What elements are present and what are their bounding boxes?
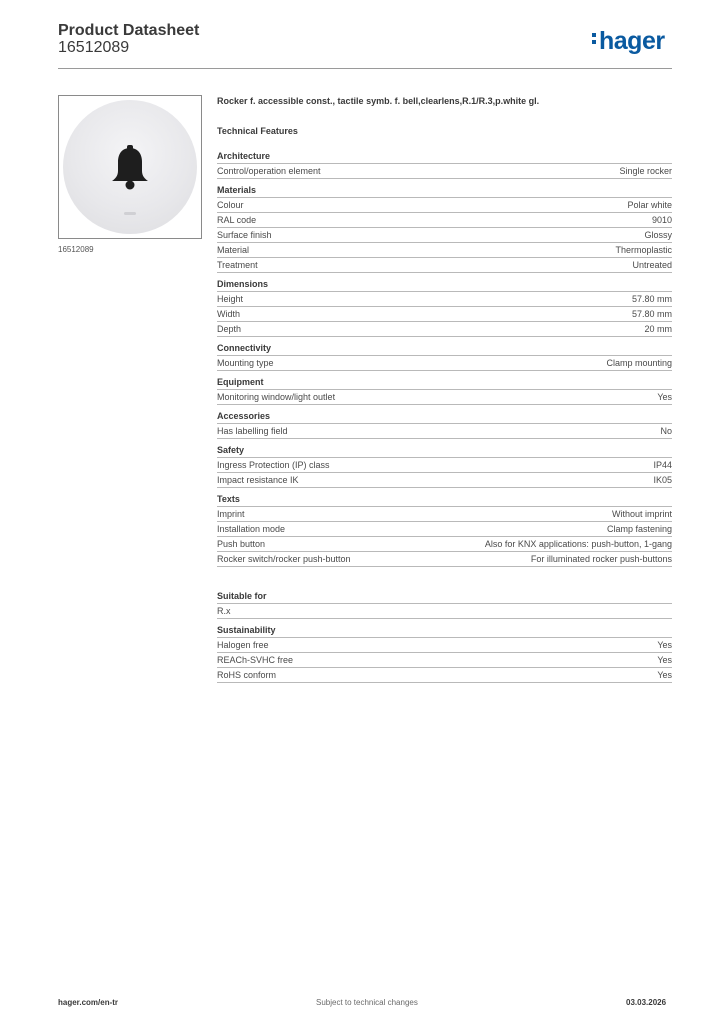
feature-value: Yes [657, 392, 672, 402]
feature-value: Yes [657, 670, 672, 680]
feature-sections [217, 149, 672, 683]
feature-section [217, 409, 672, 439]
feature-label: Ingress Protection (IP) class [217, 460, 330, 470]
feature-section [217, 277, 672, 337]
feature-label: Impact resistance IK [217, 475, 299, 485]
feature-value: Clamp fastening [606, 524, 672, 534]
feature-label: Halogen free [217, 640, 269, 650]
feature-value: No [660, 426, 672, 436]
feature-row [217, 243, 672, 258]
feature-section [217, 341, 672, 371]
footer-website: hager.com/en-tr [58, 998, 119, 1007]
feature-row [217, 228, 672, 243]
feature-value: Untreated [632, 260, 672, 270]
feature-value: Without imprint [611, 509, 672, 519]
datasheet-content [217, 96, 672, 687]
feature-section [217, 149, 672, 179]
feature-row [217, 424, 672, 439]
bell-icon [107, 144, 153, 194]
feature-value: IP44 [653, 460, 672, 470]
rocker-disc [63, 100, 197, 234]
hager-logo [592, 27, 665, 56]
feature-row [217, 537, 672, 552]
feature-value: 20 mm [644, 324, 672, 334]
footer-date: 03.03.2026 [626, 998, 667, 1007]
led-window [124, 212, 136, 215]
section-title: Equipment [217, 375, 672, 390]
feature-value: For illuminated rocker push-buttons [530, 554, 672, 564]
product-number: 16512089 [58, 39, 130, 56]
feature-row [217, 458, 672, 473]
product-image [58, 95, 202, 239]
footer-notice: Subject to technical changes [316, 998, 418, 1007]
feature-label: Surface finish [217, 230, 272, 240]
section-title: Dimensions [217, 277, 672, 292]
feature-label: Depth [217, 324, 242, 334]
feature-row [217, 390, 672, 405]
feature-section [217, 623, 672, 683]
feature-section [217, 443, 672, 488]
section-title: Accessories [217, 409, 672, 424]
technical-features-title: Technical Features [217, 126, 298, 136]
section-title: Connectivity [217, 341, 672, 356]
feature-section [217, 183, 672, 273]
feature-row [217, 322, 672, 337]
feature-section [217, 375, 672, 405]
feature-value: Glossy [644, 230, 672, 240]
feature-label: Height [217, 294, 244, 304]
feature-label: Mounting type [217, 358, 274, 368]
feature-label: Monitoring window/light outlet [217, 392, 336, 402]
feature-row [217, 213, 672, 228]
feature-row [217, 604, 672, 619]
feature-label: Material [217, 245, 250, 255]
section-title: Suitable for [217, 589, 672, 604]
feature-row [217, 522, 672, 537]
feature-section [217, 589, 672, 619]
feature-row [217, 668, 672, 683]
page-title: Product Datasheet [58, 22, 200, 39]
feature-row [217, 164, 672, 179]
feature-row [217, 356, 672, 371]
feature-row [217, 292, 672, 307]
feature-label: Has labelling field [217, 426, 288, 436]
feature-row [217, 258, 672, 273]
feature-label: REACh-SVHC free [217, 655, 294, 665]
section-title: Sustainability [217, 623, 672, 638]
feature-label: Treatment [217, 260, 258, 270]
section-title: Materials [217, 183, 672, 198]
feature-value: Clamp mounting [606, 358, 672, 368]
feature-value: Yes [657, 640, 672, 650]
feature-label: Colour [217, 200, 244, 210]
section-title: Safety [217, 443, 672, 458]
feature-value: Yes [657, 655, 672, 665]
feature-row [217, 473, 672, 488]
feature-label: Rocker switch/rocker push-button [217, 554, 351, 564]
feature-row [217, 653, 672, 668]
feature-value: 57.80 mm [631, 294, 672, 304]
feature-row [217, 307, 672, 322]
feature-row [217, 638, 672, 653]
feature-label: Width [217, 309, 241, 319]
feature-label: Control/operation element [217, 166, 321, 176]
feature-label: RoHS conform [217, 670, 277, 680]
section-title: Architecture [217, 149, 672, 164]
section-title: Texts [217, 492, 672, 507]
section-spacer [217, 571, 672, 589]
feature-label: Imprint [217, 509, 245, 519]
logo-colon-icon [592, 30, 596, 47]
feature-value: Thermoplastic [615, 245, 672, 255]
feature-value: 57.80 mm [631, 309, 672, 319]
feature-value: Single rocker [619, 166, 672, 176]
feature-row [217, 507, 672, 522]
feature-value: Polar white [627, 200, 672, 210]
feature-value: 9010 [651, 215, 672, 225]
feature-section [217, 492, 672, 567]
feature-label: Installation mode [217, 524, 286, 534]
logo-text: hager [599, 27, 665, 55]
header-divider [58, 68, 672, 69]
image-caption: 16512089 [58, 245, 94, 254]
feature-value: Also for KNX applications: push-button, 1-gang [484, 539, 672, 549]
feature-label: R.x [217, 606, 231, 616]
product-description: Rocker f. accessible const., tactile symb. f. bell,clearlens,R.1/R.3,p.white gl. [217, 96, 540, 106]
feature-value: IK05 [653, 475, 672, 485]
feature-row [217, 198, 672, 213]
feature-row [217, 552, 672, 567]
feature-label: RAL code [217, 215, 257, 225]
feature-label: Push button [217, 539, 266, 549]
